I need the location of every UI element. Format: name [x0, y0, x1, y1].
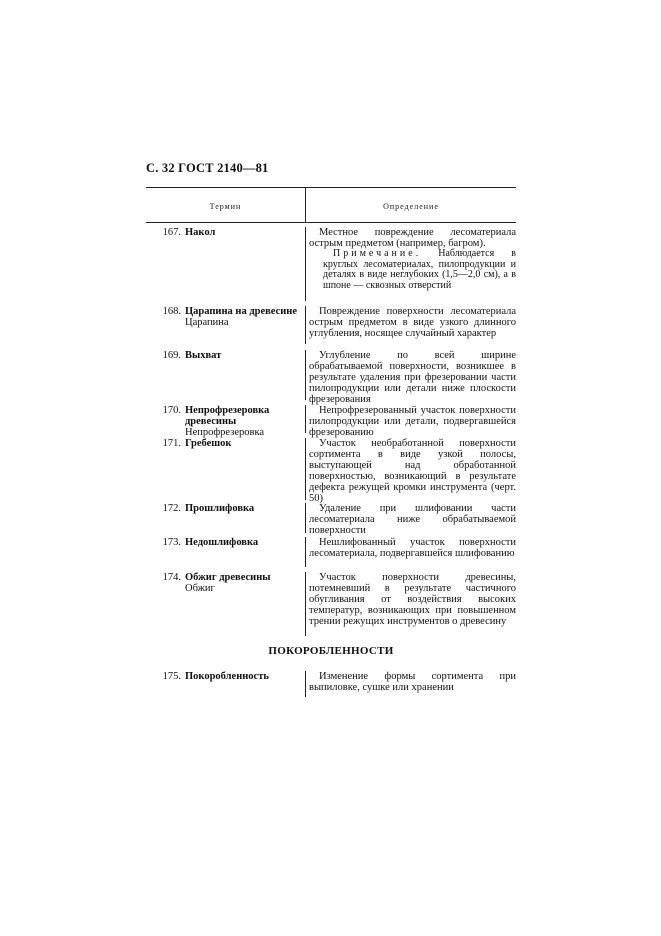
table-top-rule — [146, 187, 516, 188]
term-number: 175. — [162, 671, 181, 682]
term-number: 172. — [162, 503, 181, 514]
term-cell — [146, 438, 304, 449]
term-name: Прошлифовка — [185, 503, 255, 514]
note-label: Примечание. — [333, 248, 422, 259]
definition-text: Непрофрезерованный участок поверхности пилопродукции или детали, подвергавшейся фрезерованию — [309, 405, 516, 438]
term-cell — [146, 537, 304, 548]
definition-cell — [305, 572, 516, 636]
definition-cell — [305, 350, 516, 405]
term-number: 168. — [162, 306, 181, 317]
term-cell — [146, 671, 304, 682]
table-header-rule — [146, 222, 516, 223]
term-name: Гребешок — [185, 438, 232, 449]
definition-note — [309, 249, 516, 291]
note-text: Наблюдается в круглых лесоматериалах, пилопродукции и деталях в виде неглубоких (1,5—2,0 см), а в шпоне — сквозных отверстий — [323, 248, 516, 291]
definition-cell — [305, 227, 516, 301]
column-header-definition: Определение — [383, 202, 439, 211]
term-number: 173. — [162, 537, 181, 548]
term-synonym: Обжиг — [185, 583, 215, 594]
definition-text: Местное повреждение лесоматериала острым предметом (например, багром). — [309, 227, 516, 249]
term-number: 171. — [162, 438, 181, 449]
term-name: Накол — [185, 227, 216, 238]
definition-text: Нешлифованный участок поверхности лесоматериала, подвергавшейся шлифованию — [309, 537, 516, 559]
definition-text: Участок поверхности древесины, потемневший в результате частичного обугливания от воздействия высоких температур, возникающих при повышенном трении режущих инструментов о древесину — [309, 572, 516, 627]
definition-cell — [305, 671, 516, 697]
term-cell — [146, 572, 304, 594]
term-cell — [146, 405, 304, 438]
term-number: 167. — [162, 227, 181, 238]
definition-cell — [305, 306, 516, 344]
term-name: Непрофрезеровка древесины — [185, 405, 270, 427]
definition-cell — [305, 438, 516, 504]
definition-cell — [305, 405, 516, 438]
term-synonym: Непрофрезеровка — [185, 427, 265, 438]
section-title: ПОКОРОБЛЕННОСТИ — [268, 645, 394, 657]
column-header-term: Термин — [209, 202, 242, 211]
term-cell — [146, 350, 304, 361]
term-synonym: Царапина — [185, 317, 229, 328]
term-number: 170. — [162, 405, 181, 416]
definition-cell — [305, 503, 516, 536]
term-cell — [146, 227, 304, 238]
term-cell — [146, 503, 304, 514]
definition-text: Повреждение поверхности лесоматериала острым предметом в виде узкого длинного углубления, носящее случайный характер — [309, 306, 516, 339]
term-name: Недошлифовка — [185, 537, 259, 548]
definition-text: Углубление по всей ширине обрабатываемой поверхности, возникшее в результате удаления при фрезеровании части пилопродукции или детали ниже плоскости фрезерования — [309, 350, 516, 405]
definition-cell — [305, 537, 516, 567]
term-name: Царапина на древесине — [185, 306, 298, 317]
definition-text: Удаление при шлифовании части лесоматериала ниже обрабатываемой поверхности — [309, 503, 516, 536]
term-name: Обжиг древесины — [185, 572, 271, 583]
definition-text: Изменение формы сортимента при выпиловке, сушке или хранении — [309, 671, 516, 693]
term-name: Выхват — [185, 350, 222, 361]
page-header: С. 32 ГОСТ 2140—81 — [146, 161, 269, 175]
term-number: 174. — [162, 572, 181, 583]
term-cell — [146, 306, 304, 328]
term-number: 169. — [162, 350, 181, 361]
definition-text: Участок необработанной поверхности сортимента в виде узкой полосы, выступающей над обработанной поверхностью, возникающий в результате дефекта режущей кромки инструмента (черт. 50) — [309, 438, 516, 504]
term-name: Покоробленность — [185, 671, 269, 682]
